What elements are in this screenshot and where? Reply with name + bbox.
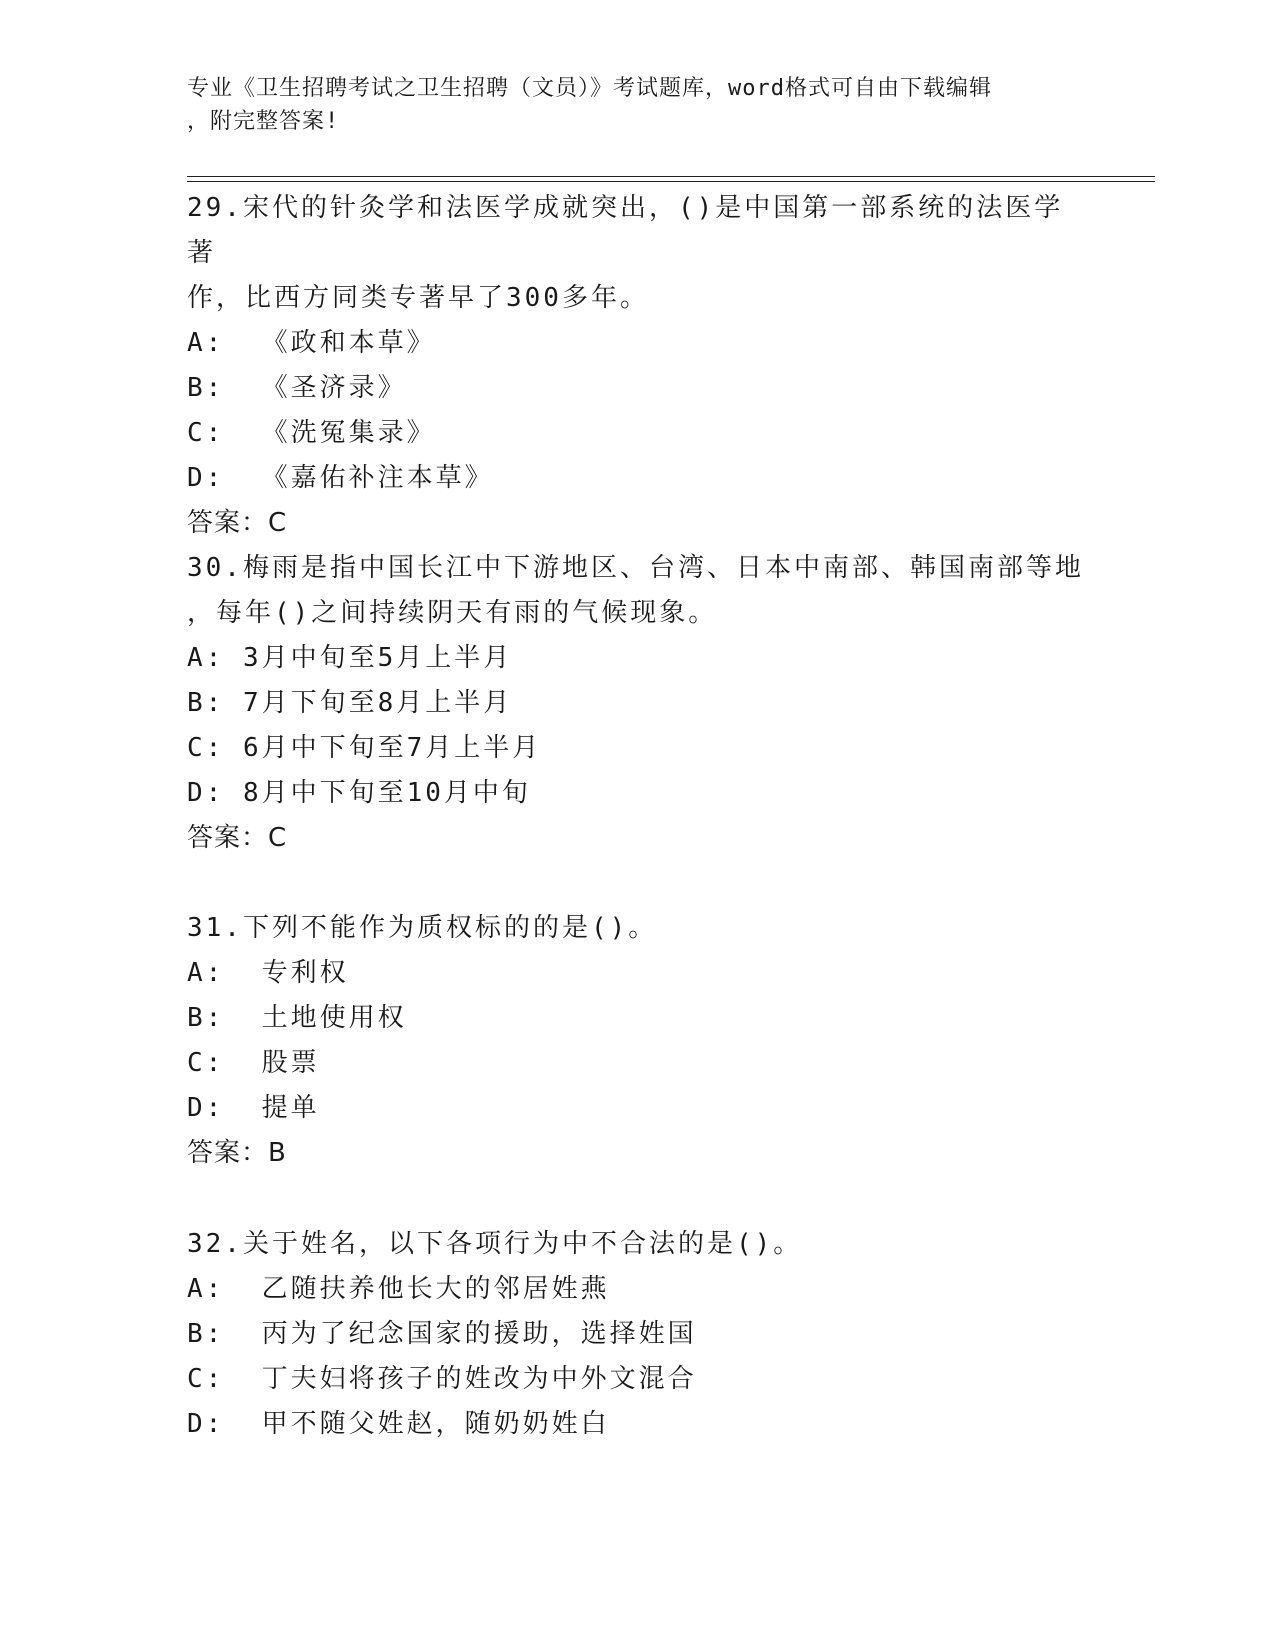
question-stem-line-2: 作，比西方同类专著早了300多年。: [187, 283, 649, 313]
document-header: [187, 72, 1067, 138]
option-d: D: 提单: [187, 1093, 320, 1123]
question-stem-line-1: 31.下列不能作为质权标的的是()。: [187, 913, 658, 943]
question-30: [187, 546, 1087, 861]
question-32: [187, 1222, 1087, 1447]
question-stem-line-2: ，每年()之间持续阴天有雨的气候现象。: [187, 598, 718, 628]
option-c: C: 股票: [187, 1048, 320, 1078]
option-b: B: 7月下旬至8月上半月: [187, 688, 513, 718]
option-d: D: 《嘉佑补注本草》: [187, 463, 494, 493]
answer: 答案：C: [187, 823, 288, 853]
answer: 答案：B: [187, 1138, 287, 1168]
header-divider-bottom: [187, 181, 1155, 182]
option-c: C: 《洗冤集录》: [187, 418, 436, 448]
header-line-1: 专业《卫生招聘考试之卫生招聘（文员）》考试题库，word格式可自由下载编辑: [187, 76, 992, 101]
option-b: B: 《圣济录》: [187, 373, 407, 403]
header-divider-top: [187, 176, 1155, 177]
option-b: B: 土地使用权: [187, 1003, 407, 1033]
option-d: D: 甲不随父姓赵，随奶奶姓白: [187, 1409, 610, 1439]
option-c: C: 6月中下旬至7月上半月: [187, 733, 542, 763]
answer: 答案：C: [187, 508, 288, 538]
option-a: A: 《政和本草》: [187, 328, 436, 358]
header-line-2: ，附完整答案!: [187, 109, 340, 134]
question-stem-line-1: 29.宋代的针灸学和法医学成就突出，()是中国第一部系统的法医学著: [187, 193, 1064, 268]
option-a: A: 专利权: [187, 958, 349, 988]
option-d: D: 8月中下旬至10月中旬: [187, 778, 531, 808]
question-31: [187, 906, 1087, 1176]
question-stem-line-1: 32.关于姓名，以下各项行为中不合法的是()。: [187, 1229, 803, 1259]
option-a: A: 乙随扶养他长大的邻居姓燕: [187, 1274, 610, 1304]
option-b: B: 丙为了纪念国家的援助，选择姓国: [187, 1319, 697, 1349]
option-c: C: 丁夫妇将孩子的姓改为中外文混合: [187, 1364, 697, 1394]
question-stem-line-1: 30.梅雨是指中国长江中下游地区、台湾、日本中南部、韩国南部等地: [187, 553, 1084, 583]
question-29: [187, 186, 1087, 546]
option-a: A: 3月中旬至5月上半月: [187, 643, 513, 673]
